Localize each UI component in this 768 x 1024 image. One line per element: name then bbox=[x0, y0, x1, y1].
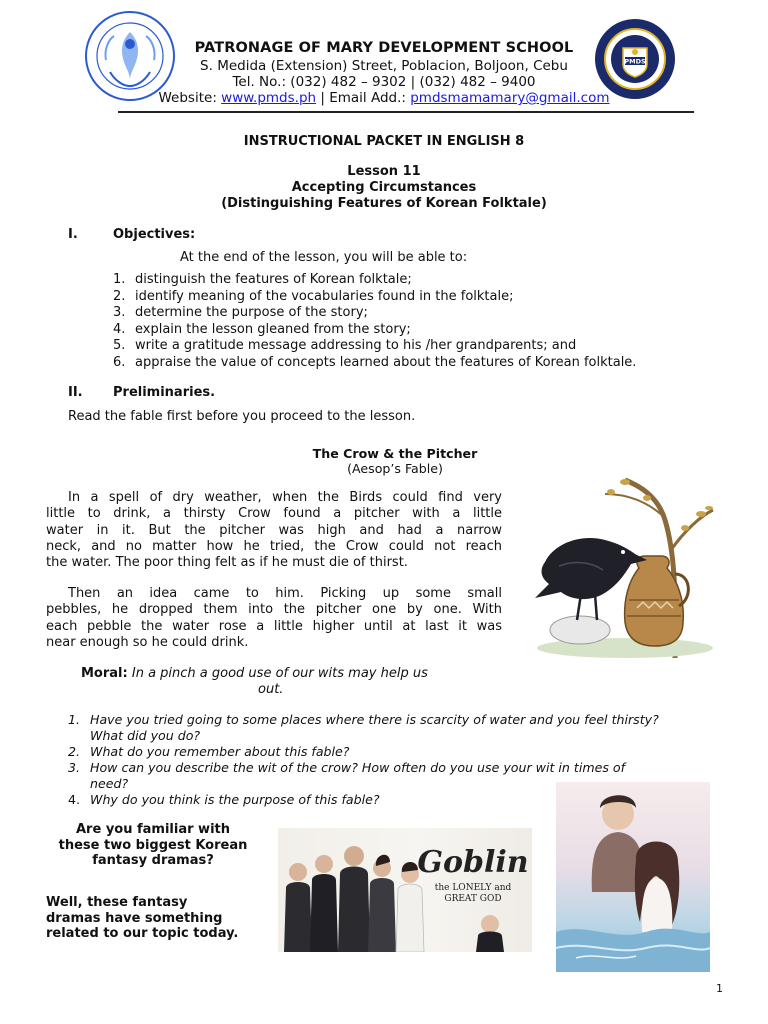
objectives-heading: Objectives: bbox=[113, 227, 196, 242]
fable-moral bbox=[81, 666, 521, 683]
preliminaries-heading: Preliminaries. bbox=[113, 385, 216, 400]
fable-paragraph-1: In a spell of dry weather, when the Birds could find very little to drink, a thirsty Crow found a pitcher with a little water in it. But the pitcher was high and had a narrow neck, and no matter how he tried, the Crow could not reach the water. The poor thing felt as if he must die of thirst. bbox=[46, 490, 502, 571]
list-item: 2. What do you remember about this fable? bbox=[68, 744, 350, 759]
preliminaries-intro: Read the fable first before you proceed to the lesson. bbox=[68, 409, 416, 424]
lesson-subtitle: (Distinguishing Features of Korean Folktale) bbox=[221, 196, 547, 211]
legend-blue-sea-poster bbox=[556, 782, 710, 972]
school-address: S. Medida (Extension) Street, Poblacion, Boljoon, Cebu bbox=[200, 58, 568, 74]
objectives-intro: At the end of the lesson, you will be able to: bbox=[180, 250, 468, 265]
fable-paragraph-2: Then an idea came to him. Picking up some small pebbles, he dropped them into the pitcher one by one. With each pebble the water rose a little higher until at last it was near enough so he could drink. bbox=[46, 586, 502, 650]
dramas-statement: Well, these fantasy dramas have something related to our topic today. bbox=[46, 895, 239, 941]
preliminaries-numeral: II. bbox=[68, 385, 83, 400]
list-item: 6. appraise the value of concepts learned about the features of Korean folktale. bbox=[113, 354, 637, 370]
list-item: 2. identify meaning of the vocabularies found in the folktale; bbox=[113, 288, 514, 304]
website-link[interactable]: www.pmds.ph bbox=[221, 90, 317, 106]
email-link[interactable]: pmdsmamamary@gmail.com bbox=[410, 90, 610, 106]
list-item: 3. How can you describe the wit of the crow? How often do you use your wit in times of need? bbox=[68, 760, 626, 791]
school-tel: Tel. No.: (032) 482 – 9302 | (032) 482 – 9400 bbox=[232, 74, 536, 90]
website-label: Website: bbox=[158, 90, 222, 106]
goblin-subtitle-2: GREAT GOD bbox=[444, 894, 502, 904]
crow-pitcher-illustration bbox=[525, 470, 717, 662]
list-item: 1. Have you tried going to some places where there is scarcity of water and you feel thirsty? What did you do? bbox=[68, 712, 659, 743]
moral-label: Moral: bbox=[81, 666, 128, 681]
dramas-question: Are you familiar with these two biggest Korean fantasy dramas? bbox=[58, 822, 248, 868]
list-item: 1. distinguish the features of Korean folktale; bbox=[113, 272, 412, 287]
school-name: PATRONAGE OF MARY DEVELOPMENT SCHOOL bbox=[194, 40, 574, 56]
goblin-title: Goblin bbox=[417, 845, 529, 880]
school-contact-line bbox=[110, 90, 658, 107]
seal-text: PMDS bbox=[624, 57, 646, 66]
fable-source: (Aesop’s Fable) bbox=[347, 461, 443, 476]
packet-title: INSTRUCTIONAL PACKET IN ENGLISH 8 bbox=[243, 134, 525, 149]
objectives-numeral: I. bbox=[68, 227, 78, 242]
fable-title: The Crow & the Pitcher bbox=[312, 446, 478, 461]
list-item: 5. write a gratitude message addressing to his /her grandparents; and bbox=[113, 338, 577, 353]
lesson-title: Accepting Circumstances bbox=[291, 180, 477, 195]
header-divider bbox=[118, 111, 694, 113]
objectives-list bbox=[113, 272, 753, 371]
list-item: 4. Why do you think is the purpose of this fable? bbox=[68, 792, 380, 807]
page-number: 1 bbox=[716, 982, 723, 995]
moral-text-continued: out. bbox=[258, 682, 284, 697]
goblin-drama-poster bbox=[278, 828, 532, 952]
email-label: | Email Add.: bbox=[316, 90, 411, 106]
list-item: 3. determine the purpose of the story; bbox=[113, 305, 368, 320]
moral-text: In a pinch a good use of our wits may help us bbox=[131, 666, 428, 681]
lesson-number: Lesson 11 bbox=[347, 164, 421, 179]
list-item: 4. explain the lesson gleaned from the story; bbox=[113, 321, 411, 337]
goblin-subtitle-1: the LONELY and bbox=[434, 883, 512, 893]
